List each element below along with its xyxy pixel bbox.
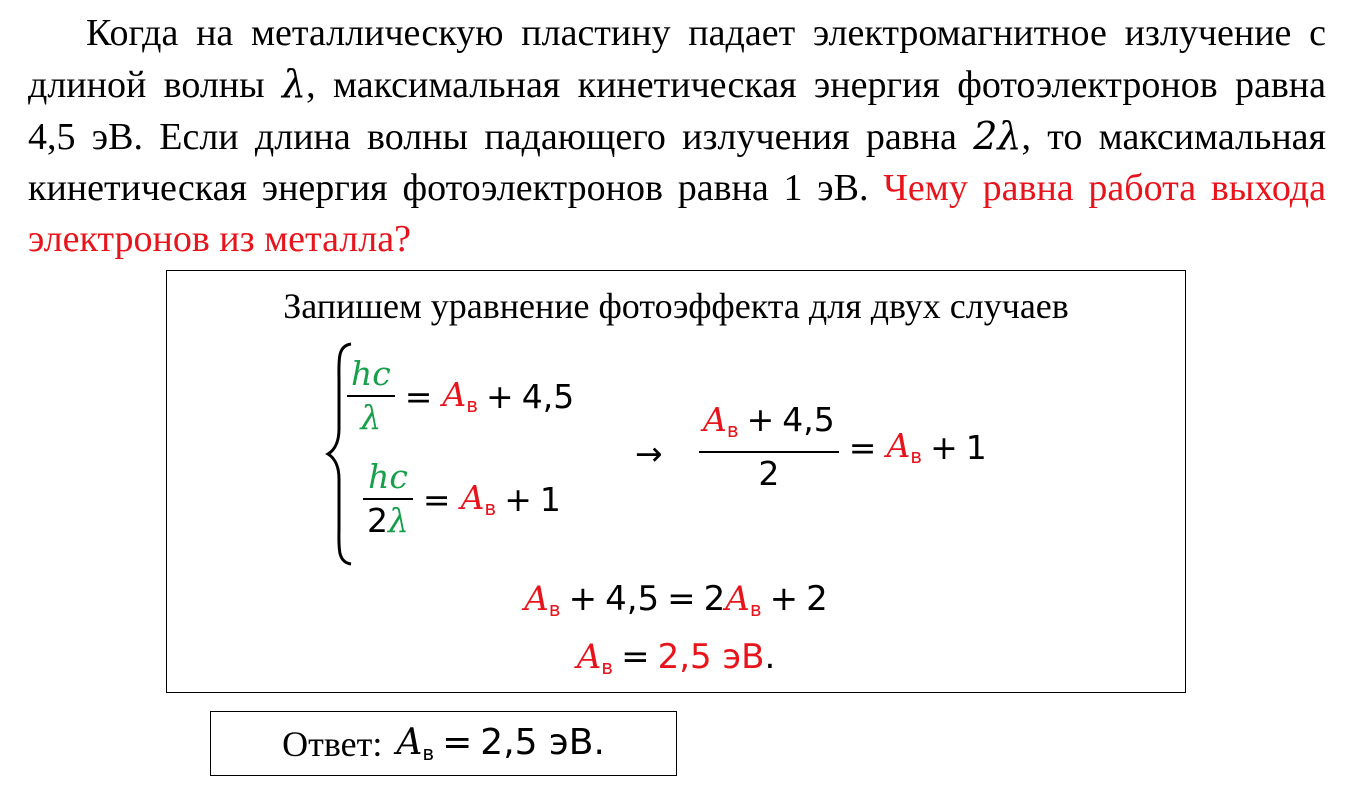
answer-box xyxy=(210,711,677,776)
problem-statement xyxy=(28,8,1326,265)
work-function-term: $A_в$ xyxy=(524,579,561,621)
fraction-numerator: hc xyxy=(351,354,391,393)
fraction-denominator: 2 xyxy=(758,454,780,493)
plus-sign: + xyxy=(504,479,532,519)
derived-equation xyxy=(699,399,987,495)
answer-label: Ответ: xyxy=(282,723,383,764)
work-function-term: $A_в$ xyxy=(460,478,497,520)
fraction-numerator: $A_в + 4,5$ xyxy=(703,400,835,442)
fraction-denominator: λ xyxy=(360,398,382,437)
energy-value: 4,5 xyxy=(521,376,575,416)
two-lambda-symbol: 2λ xyxy=(973,114,1022,158)
result-line: $A_в = 2,5$ эВ. xyxy=(576,637,776,679)
fraction-hc-2lambda xyxy=(363,456,413,542)
fraction-work-over-two xyxy=(699,399,839,495)
equation-2 xyxy=(363,456,561,542)
result-value: 2,5 эВ xyxy=(657,637,765,677)
work-function-term: $A_в$ xyxy=(442,375,479,417)
problem-text-1: Когда на металлическую пластину падает электромагнитное излучение с длиной волны xyxy=(28,12,1326,106)
equals-sign: = xyxy=(422,479,451,519)
work-function-term: $A_в$ xyxy=(886,426,923,468)
plus-sign: + xyxy=(486,376,514,416)
equals-sign: = xyxy=(404,376,433,416)
equals-sign: = xyxy=(848,427,877,467)
solution-intro: Запишем уравнение фотоэффекта для двух случаев xyxy=(283,286,1069,326)
energy-value: 1 xyxy=(539,479,561,519)
equation-1 xyxy=(347,353,574,439)
fraction-hc-lambda xyxy=(347,353,395,439)
answer-formula: $A_в = 2,5$ эВ. xyxy=(396,722,605,765)
problem-text-3: , то максимальная кинетическая энергия фотоэлектронов равна 1 эВ. xyxy=(28,116,1327,209)
work-function-term: $A_в$ xyxy=(725,579,762,621)
problem-text-2: , максимальная кинетическая энергия фотоэлектронов равна 4,5 эВ. Если длина волны падающего излучения равна xyxy=(28,64,1326,158)
solution-box xyxy=(166,270,1186,693)
arrow-sign: → xyxy=(635,434,663,473)
work-function-term: $A_в$ xyxy=(576,637,614,679)
energy-value: 1 xyxy=(965,427,987,467)
fraction-numerator: hc xyxy=(368,457,408,496)
lambda-symbol: λ xyxy=(282,62,307,106)
plus-sign: + xyxy=(930,427,958,467)
fraction-denominator: 2λ xyxy=(367,501,409,540)
problem-question: Чему равна работа выхода электронов из металла? xyxy=(28,167,1326,260)
equation-3: $A_в + 4,5 = 2A_в + 2$ xyxy=(524,579,828,621)
